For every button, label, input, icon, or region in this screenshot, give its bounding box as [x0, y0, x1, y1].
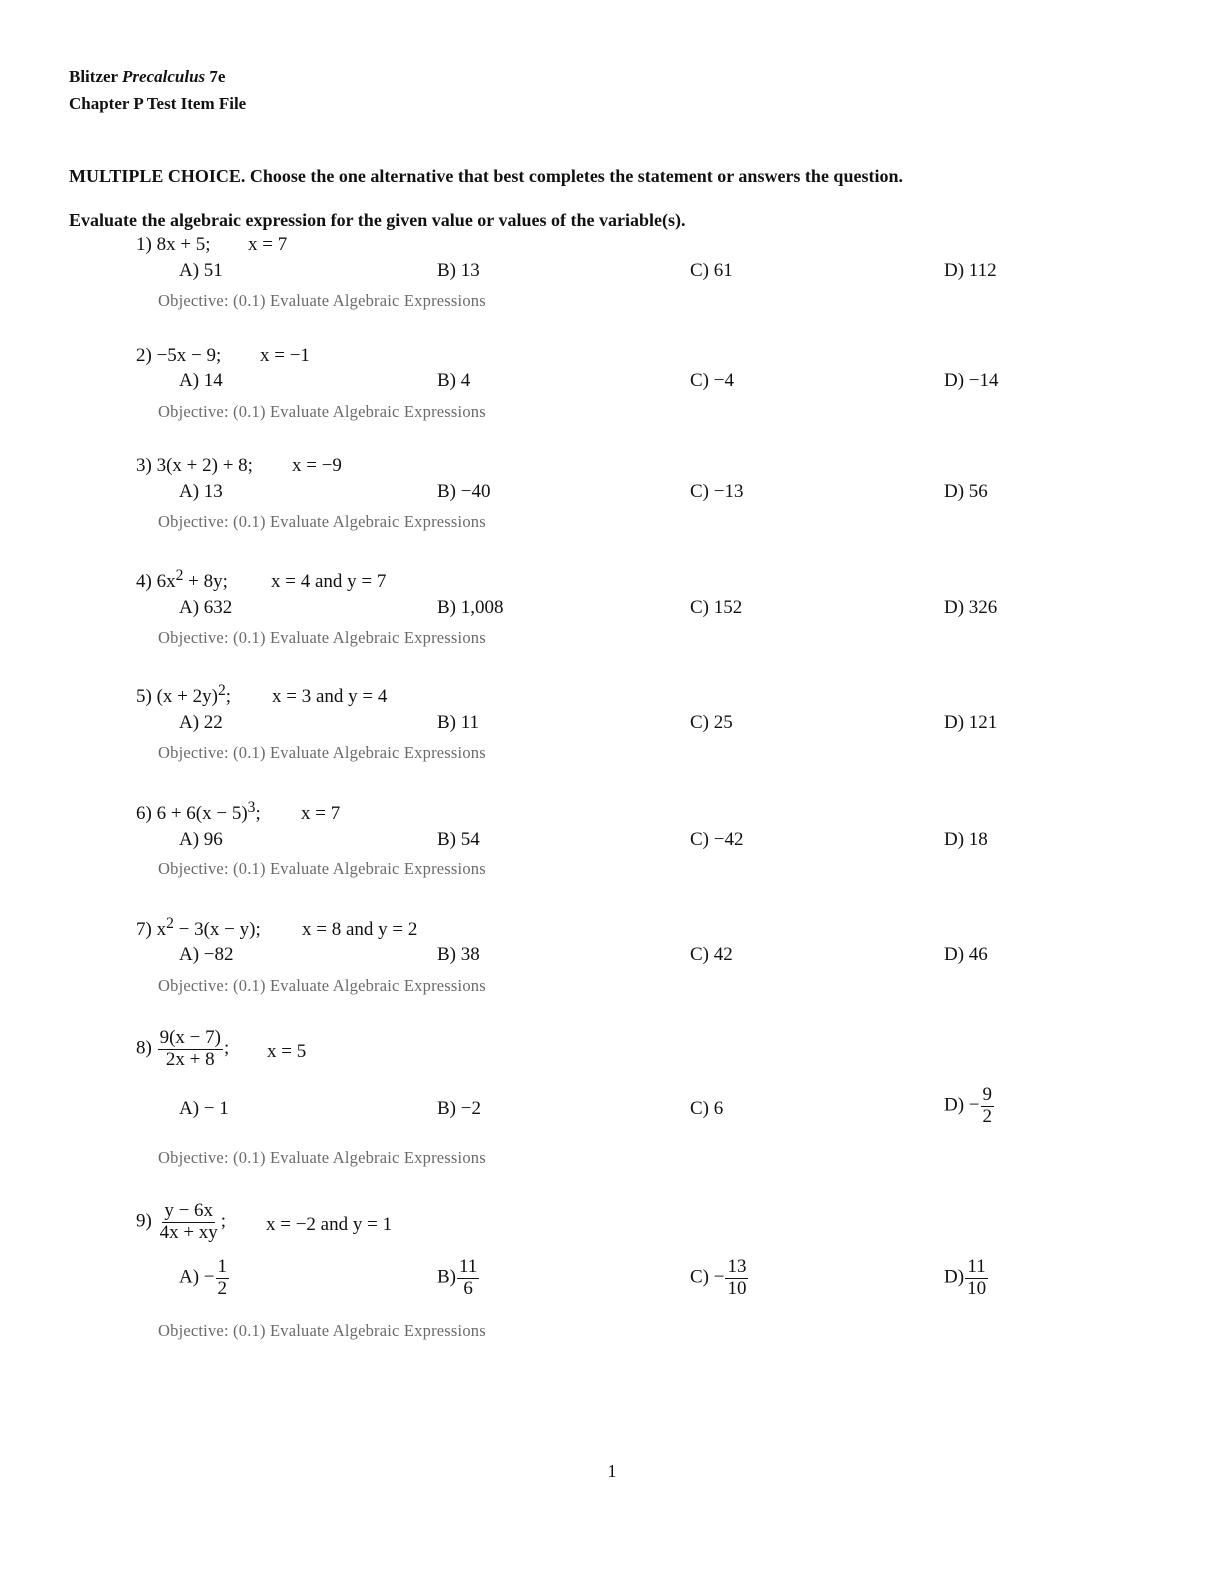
exponent: 3 [247, 799, 256, 816]
option-fraction [725, 1257, 748, 1299]
objective: Objective: (0.1) Evaluate Algebraic Expressions [158, 743, 486, 762]
fraction-denominator: 2x + 8 [165, 1048, 215, 1070]
question-number: 9) [136, 1210, 152, 1232]
given-values: x = 4 and y = 7 [271, 571, 387, 592]
fraction-numerator: 13 [727, 1256, 747, 1277]
question-stem [136, 455, 253, 477]
expression: 8x + 5; [156, 234, 211, 255]
option-d: D) 121 [944, 712, 998, 733]
given-values: x = 7 [301, 803, 341, 824]
option-b: B) 1,008 [437, 597, 504, 618]
question-number: 1) [136, 234, 152, 255]
option-fraction [981, 1085, 995, 1127]
question-stem [136, 682, 232, 708]
fraction-numerator: 9(x − 7) [159, 1027, 221, 1048]
given-values: x = −2 and y = 1 [266, 1214, 393, 1235]
given-values: x = −1 [260, 345, 310, 366]
option-b: B) 4 [437, 370, 471, 391]
option-a: A) 22 [179, 712, 223, 733]
expression: $x^2 - 3(x - y)$; [156, 915, 261, 940]
exponent: 2 [217, 682, 226, 699]
objective: Objective: (0.1) Evaluate Algebraic Expressions [158, 512, 486, 531]
document-title [69, 67, 225, 87]
edition: 7e [205, 67, 226, 86]
question-stem: 9) $\frac{y - 6x}{4x + xy}$ ; [136, 1200, 227, 1243]
objective: Objective: (0.1) Evaluate Algebraic Expressions [158, 976, 486, 995]
fraction-denominator: 2 [217, 1277, 228, 1299]
option-b: B) 11 [437, 712, 480, 733]
option-d: D) 112 [944, 260, 997, 281]
fraction-numerator: y − 6x [164, 1200, 214, 1221]
expression: $(x + 2y)^2$; [156, 682, 232, 707]
option-b: B) 13 [437, 260, 480, 281]
objective: Objective: (0.1) Evaluate Algebraic Expressions [158, 291, 486, 310]
fraction-numerator: 1 [217, 1256, 228, 1277]
objective: Objective: (0.1) Evaluate Algebraic Expressions [158, 402, 486, 421]
option-d: D) −14 [944, 370, 999, 391]
option-d: D) − $\frac{9}{2}$ [944, 1084, 993, 1127]
expression: 3(x + 2) + 8; [156, 455, 253, 476]
option-d: D) 56 [944, 481, 988, 502]
section-heading: Evaluate the algebraic expression for the given value or values of the variable(s). [69, 210, 686, 230]
option-fraction [216, 1257, 230, 1299]
option-fraction [965, 1257, 988, 1299]
objective: Objective: (0.1) Evaluate Algebraic Expressions [158, 1321, 486, 1340]
given-values: x = 3 and y = 4 [272, 686, 388, 707]
option-a: A) 14 [179, 370, 223, 391]
expression: $6x^2 + 8y$; [156, 567, 228, 592]
fraction-denominator: 6 [463, 1277, 473, 1299]
option-fraction [457, 1257, 479, 1299]
given-values: x = 7 [248, 234, 288, 255]
question-stem [136, 915, 261, 941]
title-prefix: Blitzer [69, 67, 123, 86]
instructions: MULTIPLE CHOICE. Choose the one alternative that best completes the statement or answers the question. [69, 166, 903, 186]
option-a: A) 51 [179, 260, 223, 281]
fraction-numerator: 11 [459, 1256, 478, 1277]
option-c: C) −4 [690, 370, 734, 391]
question-number: 8) [136, 1037, 152, 1059]
question-number: 7) [136, 919, 152, 940]
option-c: C) − $\frac{13}{10}$ [690, 1256, 747, 1299]
question-stem [136, 799, 261, 825]
option-a: A) −82 [179, 944, 234, 965]
question-number: 3) [136, 455, 152, 476]
exponent: 2 [166, 915, 174, 932]
option-a: A) − $\frac{1}{2}$ [179, 1256, 228, 1299]
fraction-numerator: 9 [982, 1084, 993, 1105]
exponent: 2 [175, 567, 184, 584]
option-a: A) 13 [179, 481, 223, 502]
given-values: x = −9 [292, 455, 342, 476]
fraction-denominator: 4x + xy [159, 1221, 218, 1243]
given-values: x = 5 [267, 1041, 307, 1062]
option-d: D) 326 [944, 597, 998, 618]
fraction-denominator: 10 [967, 1277, 987, 1299]
question-number: 2) [136, 345, 152, 366]
book-title: Precalculus [122, 67, 206, 86]
question-stem [136, 345, 221, 367]
fraction-denominator: 2 [982, 1105, 993, 1127]
objective: Objective: (0.1) Evaluate Algebraic Expressions [158, 1148, 486, 1167]
option-a: A) − 1 [179, 1098, 229, 1119]
option-d: D) 46 [944, 944, 988, 965]
option-c: C) 152 [690, 597, 743, 618]
given-values: x = 8 and y = 2 [302, 919, 418, 940]
option-c: C) 25 [690, 712, 733, 733]
option-a: A) 632 [179, 597, 233, 618]
expression: −5x − 9; [156, 345, 222, 366]
fraction-expression [158, 1201, 220, 1243]
question-number: 5) [136, 686, 152, 707]
option-d: D) $\frac{11}{10}$ [944, 1256, 987, 1299]
option-c: C) 6 [690, 1098, 724, 1119]
option-b: B) 38 [437, 944, 480, 965]
question-stem [136, 567, 228, 593]
option-b: B) 54 [437, 829, 480, 850]
option-d: D) 18 [944, 829, 988, 850]
option-b: B) −40 [437, 481, 491, 502]
option-c: C) −13 [690, 481, 744, 502]
fraction-numerator: 11 [967, 1256, 986, 1277]
question-stem: 8) $\frac{9(x - 7)}{2x + 8}$ ; [136, 1027, 230, 1070]
question-stem [136, 234, 211, 256]
chapter-title: Chapter P Test Item File [69, 94, 247, 113]
expression: $6 + 6(x - 5)^3$; [156, 799, 261, 824]
question-number: 6) [136, 803, 152, 824]
objective: Objective: (0.1) Evaluate Algebraic Expressions [158, 859, 486, 878]
option-b: B) $\frac{11}{6}$ [437, 1256, 478, 1299]
fraction-expression [158, 1028, 223, 1070]
page-number: 1 [607, 1461, 617, 1481]
objective: Objective: (0.1) Evaluate Algebraic Expressions [158, 628, 486, 647]
option-c: C) 42 [690, 944, 733, 965]
option-a: A) 96 [179, 829, 223, 850]
option-c: C) 61 [690, 260, 733, 281]
question-number: 4) [136, 571, 152, 592]
option-c: C) −42 [690, 829, 744, 850]
option-b: B) −2 [437, 1098, 481, 1119]
fraction-denominator: 10 [727, 1277, 747, 1299]
